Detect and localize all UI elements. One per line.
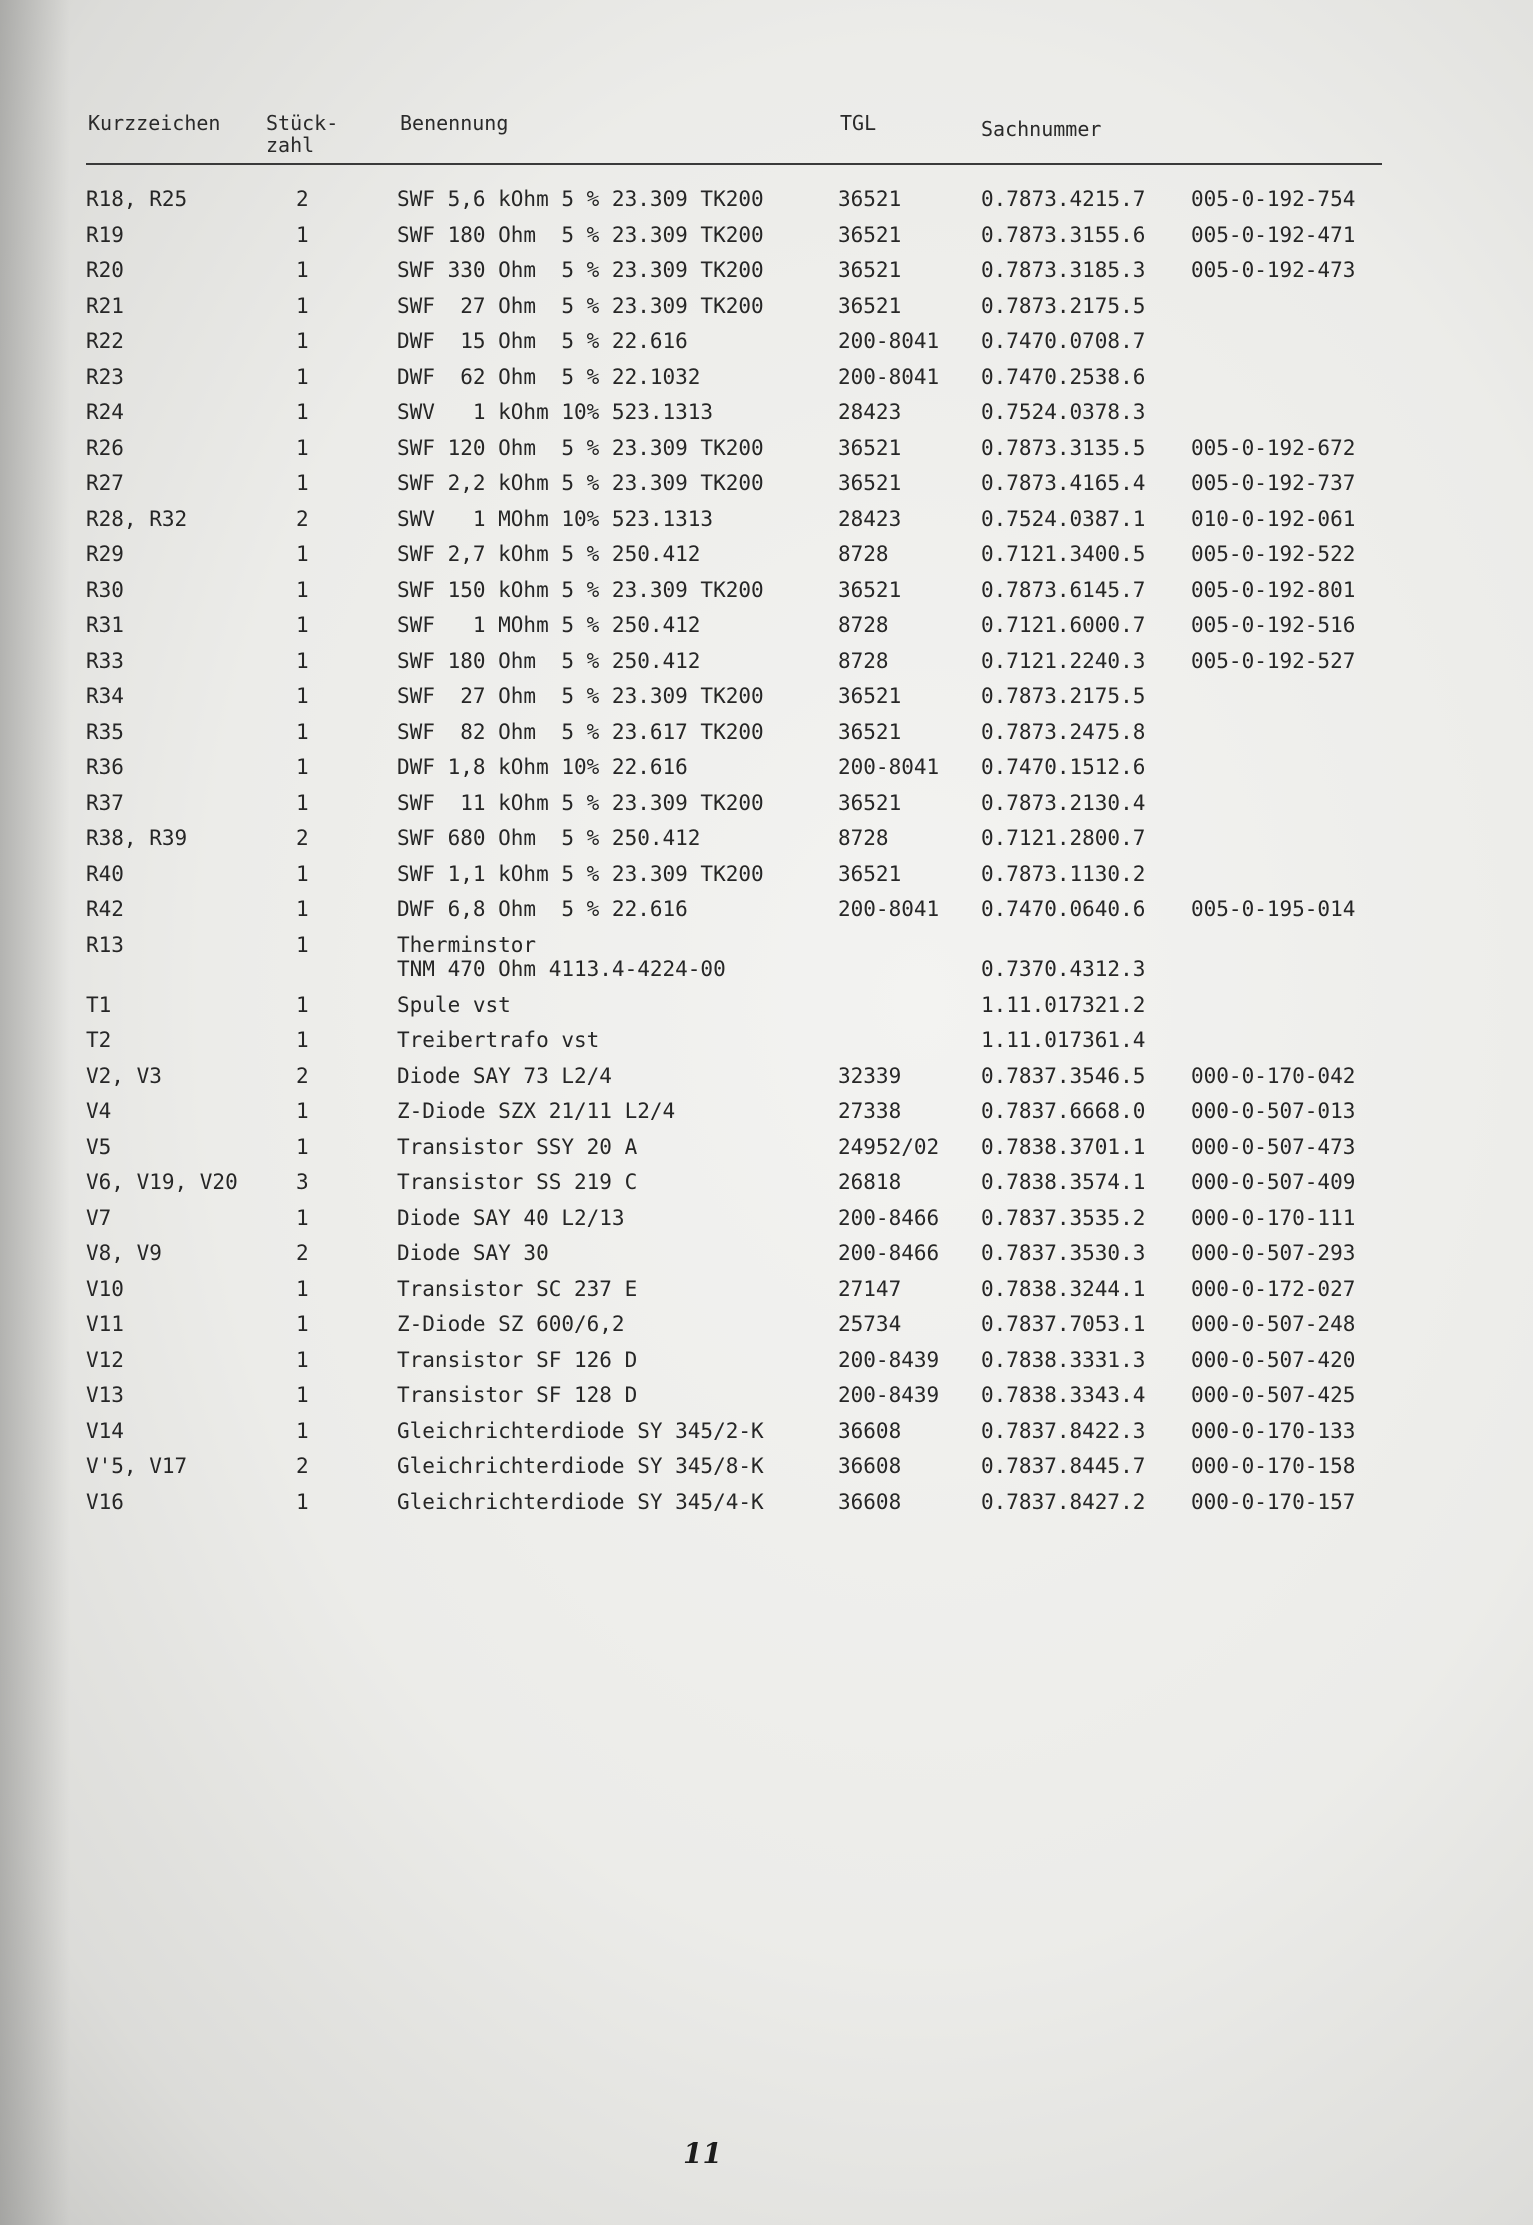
cell-artikelnummer: 000-0-170-158 xyxy=(1191,1454,1356,1478)
table-row xyxy=(86,822,1386,858)
header-sachnummer: Sachnummer xyxy=(981,117,1102,141)
cell-artikelnummer: 005-0-192-754 xyxy=(1191,187,1356,211)
cell-sachnummer: 0.7837.8422.3 xyxy=(981,1418,1146,1443)
cell-kurzzeichen: V4 xyxy=(86,1099,112,1123)
cell-benennung: Transistor SSY 20 A xyxy=(397,1134,638,1159)
cell-tgl: 36521 xyxy=(838,187,902,211)
cell-benennung: Gleichrichterdiode SY 345/4-K xyxy=(397,1489,764,1514)
cell-artikelnummer: 005-0-192-522 xyxy=(1191,542,1356,566)
cell-sachnummer: 0.7837.3530.3 xyxy=(981,1241,1146,1265)
cell-tgl: 27147 xyxy=(838,1276,902,1301)
cell-artikelnummer: 000-0-507-013 xyxy=(1191,1099,1356,1123)
table-row xyxy=(86,1237,1386,1273)
cell-artikelnummer: 005-0-192-801 xyxy=(1191,577,1356,602)
table-row xyxy=(86,1273,1386,1309)
cell-kurzzeichen: V7 xyxy=(86,1205,112,1230)
cell-kurzzeichen: V12 xyxy=(86,1347,124,1372)
cell-kurzzeichen: R24 xyxy=(86,400,124,424)
cell-sachnummer: 0.7470.2538.6 xyxy=(981,364,1146,389)
scan-shadow xyxy=(0,0,70,2225)
cell-tgl: 36521 xyxy=(838,861,902,886)
table-row xyxy=(86,1486,1386,1522)
header-stueckzahl: Stück- zahl xyxy=(266,111,339,157)
table-row xyxy=(86,609,1386,645)
cell-benennung: SWF 82 Ohm 5 % 23.617 TK200 xyxy=(397,719,764,744)
cell-benennung: SWF 2,7 kOhm 5 % 250.412 xyxy=(397,542,701,566)
cell-benennung: Z-Diode SZ 600/6,2 xyxy=(397,1312,625,1336)
cell-sachnummer: 0.7121.2800.7 xyxy=(981,826,1146,850)
cell-benennung: SWF 150 kOhm 5 % 23.309 TK200 xyxy=(397,577,764,602)
cell-kurzzeichen: R31 xyxy=(86,613,124,637)
cell-benennung: SWF 120 Ohm 5 % 23.309 TK200 xyxy=(397,435,764,460)
table-row xyxy=(86,645,1386,681)
table-row xyxy=(86,467,1386,503)
cell-stueckzahl: 2 xyxy=(296,1454,309,1478)
cell-kurzzeichen: R28, R32 xyxy=(86,506,188,531)
cell-benennung: SWF 330 Ohm 5 % 23.309 TK200 xyxy=(397,258,764,282)
cell-kurzzeichen: V16 xyxy=(86,1489,124,1514)
cell-sachnummer: 0.7837.7053.1 xyxy=(981,1312,1146,1336)
cell-tgl: 200-8466 xyxy=(838,1241,940,1265)
cell-stueckzahl: 1 xyxy=(296,364,309,389)
cell-sachnummer: 0.7837.6668.0 xyxy=(981,1099,1146,1123)
table-row xyxy=(86,929,1386,989)
cell-stueckzahl: 1 xyxy=(296,897,309,921)
cell-stueckzahl: 2 xyxy=(296,506,309,531)
table-row xyxy=(86,503,1386,539)
table-row xyxy=(86,1060,1386,1096)
cell-tgl: 25734 xyxy=(838,1312,902,1336)
cell-benennung: SWF 1 MOhm 5 % 250.412 xyxy=(397,613,701,637)
cell-artikelnummer: 005-0-192-672 xyxy=(1191,435,1356,460)
header-tgl: TGL xyxy=(840,111,877,135)
cell-sachnummer: 0.7121.6000.7 xyxy=(981,613,1146,637)
cell-benennung: Transistor SF 126 D xyxy=(397,1347,638,1372)
table-row xyxy=(86,1379,1386,1415)
cell-stueckzahl: 1 xyxy=(296,648,309,673)
cell-tgl: 200-8439 xyxy=(838,1347,940,1372)
cell-benennung: Gleichrichterdiode SY 345/8-K xyxy=(397,1454,764,1478)
table-row xyxy=(86,432,1386,468)
cell-benennung: Transistor SC 237 E xyxy=(397,1276,638,1301)
cell-tgl: 36521 xyxy=(838,293,902,318)
cell-stueckzahl: 1 xyxy=(296,861,309,886)
cell-benennung: DWF 62 Ohm 5 % 22.1032 xyxy=(397,364,701,389)
table-row xyxy=(86,1166,1386,1202)
cell-tgl: 32339 xyxy=(838,1063,902,1088)
cell-tgl: 200-8041 xyxy=(838,897,940,921)
table-row xyxy=(86,1131,1386,1167)
cell-tgl: 8728 xyxy=(838,613,889,637)
cell-sachnummer: 0.7470.1512.6 xyxy=(981,755,1146,779)
cell-kurzzeichen: V10 xyxy=(86,1276,124,1301)
cell-stueckzahl: 1 xyxy=(296,1276,309,1301)
cell-sachnummer: 0.7524.0378.3 xyxy=(981,400,1146,424)
table-row xyxy=(86,1095,1386,1131)
cell-stueckzahl: 1 xyxy=(296,1099,309,1123)
cell-kurzzeichen: V8, V9 xyxy=(86,1241,162,1265)
cell-artikelnummer: 000-0-172-027 xyxy=(1191,1276,1356,1301)
cell-artikelnummer: 000-0-507-248 xyxy=(1191,1312,1356,1336)
cell-benennung: SWV 1 kOhm 10% 523.1313 xyxy=(397,400,714,424)
cell-stueckzahl: 1 xyxy=(296,992,309,1017)
cell-sachnummer: 0.7873.4165.4 xyxy=(981,471,1146,495)
table-row xyxy=(86,396,1386,432)
table-row xyxy=(86,1415,1386,1451)
cell-tgl: 8728 xyxy=(838,542,889,566)
cell-stueckzahl: 1 xyxy=(296,258,309,282)
table-row xyxy=(86,1024,1386,1060)
cell-stueckzahl: 1 xyxy=(296,755,309,779)
header-benennung: Benennung xyxy=(400,111,509,135)
cell-sachnummer: 0.7370.4312.3 xyxy=(981,956,1146,981)
cell-stueckzahl: 1 xyxy=(296,1347,309,1372)
cell-benennung: SWF 27 Ohm 5 % 23.309 TK200 xyxy=(397,293,764,318)
table-row xyxy=(86,858,1386,894)
table-row xyxy=(86,538,1386,574)
header-kurzzeichen: Kurzzeichen xyxy=(88,111,221,135)
table-row xyxy=(86,219,1386,255)
cell-tgl: 36521 xyxy=(838,222,902,247)
cell-benennung: SWF 2,2 kOhm 5 % 23.309 TK200 xyxy=(397,471,764,495)
cell-sachnummer: 0.7873.2475.8 xyxy=(981,719,1146,744)
cell-kurzzeichen: V11 xyxy=(86,1312,124,1336)
cell-tgl: 36521 xyxy=(838,684,902,708)
table-row xyxy=(86,1450,1386,1486)
table-row xyxy=(86,716,1386,752)
cell-artikelnummer: 005-0-192-527 xyxy=(1191,648,1356,673)
cell-tgl: 36521 xyxy=(838,435,902,460)
cell-stueckzahl: 2 xyxy=(296,826,309,850)
cell-stueckzahl: 1 xyxy=(296,790,309,815)
cell-artikelnummer: 005-0-195-014 xyxy=(1191,897,1356,921)
cell-stueckzahl: 1 xyxy=(296,1028,309,1052)
cell-stueckzahl: 1 xyxy=(296,293,309,318)
cell-stueckzahl: 1 xyxy=(296,684,309,708)
cell-kurzzeichen: R37 xyxy=(86,790,124,815)
cell-sachnummer: 0.7470.0640.6 xyxy=(981,897,1146,921)
cell-kurzzeichen: R40 xyxy=(86,861,124,886)
cell-kurzzeichen: T1 xyxy=(86,992,112,1017)
cell-stueckzahl: 1 xyxy=(296,1418,309,1443)
cell-tgl: 28423 xyxy=(838,400,902,424)
cell-sachnummer: 0.7873.1130.2 xyxy=(981,861,1146,886)
cell-artikelnummer: 000-0-170-111 xyxy=(1191,1205,1356,1230)
cell-artikelnummer: 000-0-507-420 xyxy=(1191,1347,1356,1372)
cell-kurzzeichen: V14 xyxy=(86,1418,124,1443)
cell-sachnummer: 0.7873.3185.3 xyxy=(981,258,1146,282)
cell-artikelnummer: 010-0-192-061 xyxy=(1191,506,1356,531)
cell-benennung: SWF 11 kOhm 5 % 23.309 TK200 xyxy=(397,790,764,815)
cell-sachnummer: 0.7837.3535.2 xyxy=(981,1205,1146,1230)
cell-stueckzahl: 3 xyxy=(296,1170,309,1194)
cell-kurzzeichen: R13 xyxy=(86,932,124,957)
cell-artikelnummer: 005-0-192-473 xyxy=(1191,258,1356,282)
table-row xyxy=(86,1344,1386,1380)
cell-benennung: SWF 27 Ohm 5 % 23.309 TK200 xyxy=(397,684,764,708)
cell-kurzzeichen: V2, V3 xyxy=(86,1063,162,1088)
cell-tgl: 200-8466 xyxy=(838,1205,940,1230)
cell-tgl: 36608 xyxy=(838,1489,902,1514)
table-row xyxy=(86,183,1386,219)
cell-kurzzeichen: V'5, V17 xyxy=(86,1454,188,1478)
table-row xyxy=(86,751,1386,787)
cell-sachnummer: 0.7121.3400.5 xyxy=(981,542,1146,566)
cell-artikelnummer: 000-0-170-133 xyxy=(1191,1418,1356,1443)
cell-tgl: 200-8041 xyxy=(838,329,940,353)
cell-tgl: 28423 xyxy=(838,506,902,531)
cell-tgl: 200-8439 xyxy=(838,1383,940,1407)
cell-kurzzeichen: T2 xyxy=(86,1028,112,1052)
cell-artikelnummer: 000-0-507-425 xyxy=(1191,1383,1356,1407)
cell-sachnummer: 0.7873.2175.5 xyxy=(981,293,1146,318)
cell-sachnummer: 0.7873.6145.7 xyxy=(981,577,1146,602)
cell-sachnummer: 0.7873.4215.7 xyxy=(981,187,1146,211)
cell-tgl: 36608 xyxy=(838,1454,902,1478)
cell-kurzzeichen: V13 xyxy=(86,1383,124,1407)
cell-sachnummer: 1.11.017321.2 xyxy=(981,992,1146,1017)
cell-kurzzeichen: R23 xyxy=(86,364,124,389)
cell-sachnummer: 0.7873.3155.6 xyxy=(981,222,1146,247)
cell-sachnummer: 0.7873.3135.5 xyxy=(981,435,1146,460)
cell-sachnummer: 0.7470.0708.7 xyxy=(981,329,1146,353)
cell-stueckzahl: 1 xyxy=(296,577,309,602)
cell-stueckzahl: 1 xyxy=(296,329,309,353)
cell-stueckzahl: 1 xyxy=(296,222,309,247)
cell-benennung: Spule vst xyxy=(397,992,511,1017)
table-row xyxy=(86,254,1386,290)
cell-kurzzeichen: R38, R39 xyxy=(86,826,188,850)
cell-tgl: 36521 xyxy=(838,577,902,602)
parts-table xyxy=(86,183,1386,1521)
table-row xyxy=(86,361,1386,397)
cell-kurzzeichen: R36 xyxy=(86,755,124,779)
cell-stueckzahl: 1 xyxy=(296,542,309,566)
table-row xyxy=(86,893,1386,929)
cell-tgl: 36521 xyxy=(838,719,902,744)
table-row xyxy=(86,989,1386,1025)
cell-sachnummer: 0.7838.3701.1 xyxy=(981,1134,1146,1159)
cell-tgl: 36521 xyxy=(838,471,902,495)
cell-sachnummer: 0.7873.2175.5 xyxy=(981,684,1146,708)
cell-sachnummer: 0.7837.3546.5 xyxy=(981,1063,1146,1088)
cell-benennung: Treibertrafo vst xyxy=(397,1028,600,1052)
cell-tgl: 200-8041 xyxy=(838,755,940,779)
cell-stueckzahl: 1 xyxy=(296,1205,309,1230)
cell-kurzzeichen: R19 xyxy=(86,222,124,247)
cell-stueckzahl: 1 xyxy=(296,1489,309,1514)
cell-tgl: 8728 xyxy=(838,826,889,850)
cell-benennung: DWF 6,8 Ohm 5 % 22.616 xyxy=(397,897,688,921)
cell-kurzzeichen: R27 xyxy=(86,471,124,495)
cell-tgl: 36521 xyxy=(838,790,902,815)
page-number: 11 xyxy=(683,2137,722,2170)
table-row xyxy=(86,290,1386,326)
cell-sachnummer: 0.7121.2240.3 xyxy=(981,648,1146,673)
cell-kurzzeichen: R33 xyxy=(86,648,124,673)
cell-artikelnummer: 000-0-507-473 xyxy=(1191,1134,1356,1159)
cell-stueckzahl: 2 xyxy=(296,187,309,211)
cell-tgl: 27338 xyxy=(838,1099,902,1123)
cell-benennung: Diode SAY 30 xyxy=(397,1241,549,1265)
cell-kurzzeichen: R18, R25 xyxy=(86,187,188,211)
cell-stueckzahl: 1 xyxy=(296,1312,309,1336)
cell-benennung: DWF 1,8 kOhm 10% 22.616 xyxy=(397,755,688,779)
cell-benennung: SWV 1 MOhm 10% 523.1313 xyxy=(397,506,714,531)
cell-sachnummer: 0.7873.2130.4 xyxy=(981,790,1146,815)
cell-benennung: SWF 180 Ohm 5 % 250.412 xyxy=(397,648,701,673)
cell-stueckzahl: 1 xyxy=(296,435,309,460)
cell-benennung: Diode SAY 40 L2/13 xyxy=(397,1205,625,1230)
cell-benennung: DWF 15 Ohm 5 % 22.616 xyxy=(397,329,688,353)
cell-benennung: Diode SAY 73 L2/4 xyxy=(397,1063,612,1088)
cell-stueckzahl: 1 xyxy=(296,613,309,637)
cell-stueckzahl: 1 xyxy=(296,1383,309,1407)
cell-sachnummer: 0.7837.8427.2 xyxy=(981,1489,1146,1514)
cell-tgl: 36608 xyxy=(838,1418,902,1443)
table-row xyxy=(86,325,1386,361)
cell-benennung: SWF 1,1 kOhm 5 % 23.309 TK200 xyxy=(397,861,764,886)
cell-sachnummer: 1.11.017361.4 xyxy=(981,1028,1146,1052)
cell-artikelnummer: 000-0-170-157 xyxy=(1191,1489,1356,1514)
cell-tgl: 8728 xyxy=(838,648,889,673)
cell-benennung: Transistor SS 219 C xyxy=(397,1170,638,1194)
cell-sachnummer: 0.7838.3343.4 xyxy=(981,1383,1146,1407)
cell-kurzzeichen: R30 xyxy=(86,577,124,602)
table-row xyxy=(86,574,1386,610)
cell-artikelnummer: 000-0-507-293 xyxy=(1191,1241,1356,1265)
cell-kurzzeichen: V5 xyxy=(86,1134,112,1159)
cell-sachnummer: 0.7838.3574.1 xyxy=(981,1170,1146,1194)
header-divider xyxy=(86,163,1382,165)
cell-stueckzahl: 2 xyxy=(296,1241,309,1265)
cell-sachnummer: 0.7837.8445.7 xyxy=(981,1454,1146,1478)
cell-artikelnummer: 000-0-507-409 xyxy=(1191,1170,1356,1194)
cell-tgl: 24952/02 xyxy=(838,1134,940,1159)
cell-kurzzeichen: R22 xyxy=(86,329,124,353)
cell-stueckzahl: 1 xyxy=(296,719,309,744)
table-row xyxy=(86,680,1386,716)
cell-sachnummer: 0.7838.3331.3 xyxy=(981,1347,1146,1372)
cell-benennung: Z-Diode SZX 21/11 L2/4 xyxy=(397,1099,676,1123)
cell-kurzzeichen: R42 xyxy=(86,897,124,921)
cell-benennung: SWF 5,6 kOhm 5 % 23.309 TK200 xyxy=(397,187,764,211)
cell-artikelnummer: 005-0-192-737 xyxy=(1191,471,1356,495)
table-header xyxy=(86,112,1386,168)
cell-tgl: 26818 xyxy=(838,1170,902,1194)
cell-stueckzahl: 1 xyxy=(296,471,309,495)
cell-kurzzeichen: R29 xyxy=(86,542,124,566)
cell-stueckzahl: 1 xyxy=(296,932,309,957)
cell-artikelnummer: 005-0-192-471 xyxy=(1191,222,1356,247)
cell-sachnummer: 0.7838.3244.1 xyxy=(981,1276,1146,1301)
cell-artikelnummer: 000-0-170-042 xyxy=(1191,1063,1356,1088)
cell-kurzzeichen: V6, V19, V20 xyxy=(86,1170,238,1194)
cell-benennung: Transistor SF 128 D xyxy=(397,1383,638,1407)
cell-benennung: SWF 180 Ohm 5 % 23.309 TK200 xyxy=(397,222,764,247)
cell-tgl: 200-8041 xyxy=(838,364,940,389)
table-row xyxy=(86,1308,1386,1344)
cell-tgl: 36521 xyxy=(838,258,902,282)
cell-benennung: Therminstor TNM 470 Ohm 4113.4-4224-00 xyxy=(397,932,726,981)
cell-benennung: Gleichrichterdiode SY 345/2-K xyxy=(397,1418,764,1443)
table-row xyxy=(86,1202,1386,1238)
cell-kurzzeichen: R34 xyxy=(86,684,124,708)
cell-kurzzeichen: R20 xyxy=(86,258,124,282)
table-row xyxy=(86,787,1386,823)
cell-kurzzeichen: R21 xyxy=(86,293,124,318)
cell-kurzzeichen: R35 xyxy=(86,719,124,744)
cell-stueckzahl: 2 xyxy=(296,1063,309,1088)
cell-artikelnummer: 005-0-192-516 xyxy=(1191,613,1356,637)
cell-stueckzahl: 1 xyxy=(296,400,309,424)
cell-stueckzahl: 1 xyxy=(296,1134,309,1159)
cell-kurzzeichen: R26 xyxy=(86,435,124,460)
cell-benennung: SWF 680 Ohm 5 % 250.412 xyxy=(397,826,701,850)
cell-sachnummer: 0.7524.0387.1 xyxy=(981,506,1146,531)
